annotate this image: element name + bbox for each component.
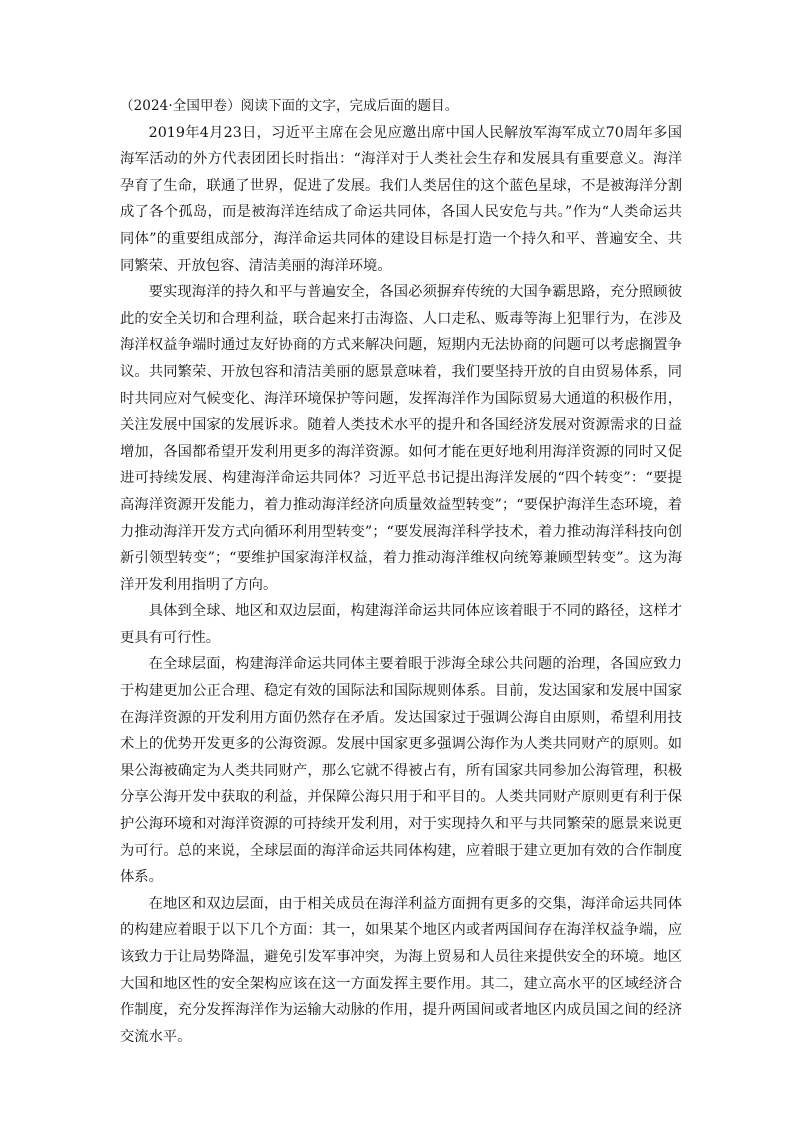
paragraph-2: 要实现海洋的持久和平与普遍安全，各国必须摒弃传统的大国争霸思路，充分照顾彼此的安全关切和合理利益，联合起来打击海盗、人口走私、贩毒等海上犯罪行为，在涉及海洋权益争端时通过友好协商的方式来解决问题，短期内无法协商的问题可以考虑搁置争议。共同繁荣、开放包容和清洁美丽的愿景意味着，我们要坚持开放的自由贸易体系，同时共同应对气候变化、海洋环境保护等问题，发挥海洋作为国际贸易大通道的积极作用，关注发展中国家的发展诉求。随着人类技术水平的提升和各国经济发展对资源需求的日益增加，各国都希望开发利用更多的海洋资源。如何才能在更好地利用海洋资源的同时又促进可持续发展、构建海洋命运共同体？习近平总书记提出海洋发展的“四个转变”：“要提高海洋资源开发能力，着力推动海洋经济向质量效益型转变”；“要保护海洋生态环境，着力推动海洋开发方式向循环利用型转变”；“要发展海洋科学技术，着力推动海洋科技向创新引领型转变”；“要维护国家海洋权益，着力推动海洋维权向统筹兼顾型转变”。这为海洋开发利用指明了方向。 <box>120 284 682 593</box>
paragraph-5: 在地区和双边层面，由于相关成员在海洋利益方面拥有更多的交集，海洋命运共同体的构建应着眼于以下几个方面：其一，如果某个地区内或者两国间存在海洋权益争端，应该致力于让局势降温，避免引发军事冲突，为海上贸易和人员往来提供安全的环境。地区大国和地区性的安全架构应该在这一方面发挥主要作用。其二，建立高水平的区域经济合作制度，充分发挥海洋作为运输大动脉的作用，提升两国间或者地区内成员国之间的经济交流水平。 <box>120 895 682 1045</box>
document-page <box>120 93 682 1050</box>
paragraph-3: 具体到全球、地区和双边层面，构建海洋命运共同体应该着眼于不同的路径，这样才更具有可行性。 <box>120 603 682 646</box>
question-heading: （2024·全国甲卷）阅读下面的文字，完成后面的题目。 <box>120 98 459 114</box>
paragraph-4: 在全球层面，构建海洋命运共同体主要着眼于涉海全球公共问题的治理，各国应致力于构建更加公正合理、稳定有效的国际法和国际规则体系。目前，发达国家和发展中国家在海洋资源的开发利用方面仍然存在矛盾。发达国家过于强调公海自由原则，希望利用技术上的优势开发更多的公海资源。发展中国家更多强调公海作为人类共同财产的原则。如果公海被确定为人类共同财产，那么它就不得被占有，所有国家共同参加公海管理，积极分享公海开发中获取的利益，并保障公海只用于和平目的。人类共同财产原则更有利于保护公海环境和对海洋资源的可持续开发利用，对于实现持久和平与共同繁荣的愿景来说更为可行。总的来说，全球层面的海洋命运共同体构建，应着眼于建立更加有效的合作制度体系。 <box>120 656 682 886</box>
paragraph-1: 2019年4月23日，习近平主席在会见应邀出席中国人民解放军海军成立70周年多国海军活动的外方代表团团长时指出：“海洋对于人类社会生存和发展具有重要意义。海洋孕育了生命，联通了世界，促进了发展。我们人类居住的这个蓝色星球，不是被海洋分割成了各个孤岛，而是被海洋连结成了命运共同体，各国人民安危与共。”作为“人类命运共同体”的重要组成部分，海洋命运共同体的建设目标是打造一个持久和平、普遍安全、共同繁荣、开放包容、清洁美丽的海洋环境。 <box>120 124 682 274</box>
